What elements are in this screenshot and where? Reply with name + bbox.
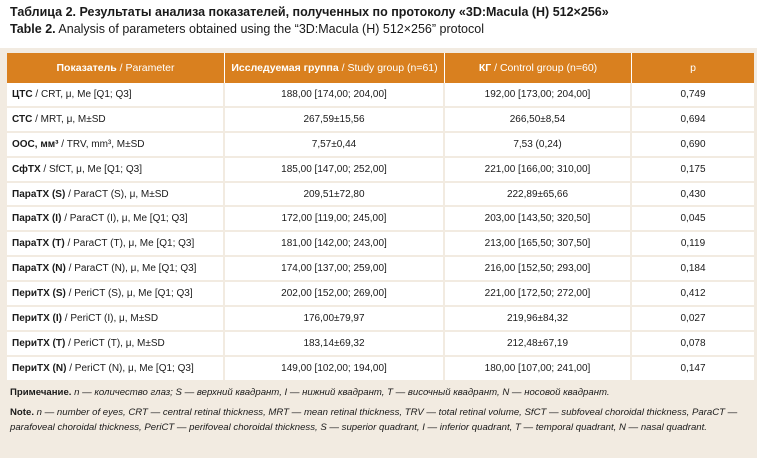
table-row	[7, 307, 754, 332]
p-value: 0,694	[632, 108, 754, 133]
header-text: / Parameter	[116, 62, 175, 74]
table-header-row	[7, 53, 754, 83]
parameter-text: / ParaCT (I), μ, Me [Q1; Q3]	[61, 213, 188, 225]
row-parameter	[7, 307, 225, 332]
control-value: 180,00 [107,00; 241,00]	[445, 357, 632, 382]
row-parameter	[7, 83, 225, 108]
note-english	[10, 405, 750, 435]
note-label: Note.	[10, 407, 34, 418]
row-parameter	[7, 133, 225, 158]
parameter-abbr: СфТХ	[12, 163, 41, 175]
parameter-abbr: ЦТС	[12, 88, 33, 100]
study-value: 181,00 [142,00; 243,00]	[225, 232, 445, 257]
table-notes	[10, 385, 750, 435]
row-parameter	[7, 158, 225, 183]
control-value: 7,53 (0,24)	[445, 133, 632, 158]
control-value: 192,00 [173,00; 204,00]	[445, 83, 632, 108]
study-value: 185,00 [147,00; 252,00]	[225, 158, 445, 183]
parameter-abbr: ПараТХ (I)	[12, 213, 62, 225]
p-value: 0,119	[632, 232, 754, 257]
header-text: / Study group (n=61)	[338, 62, 438, 74]
study-value: 209,51±72,80	[225, 183, 445, 208]
parameter-text: / PeriCT (T), μ, M±SD	[65, 337, 165, 349]
p-value: 0,175	[632, 158, 754, 183]
parameter-abbr: ПериТХ (I)	[12, 312, 62, 324]
parameter-text: / PeriCT (N), μ, Me [Q1; Q3]	[66, 362, 194, 374]
study-value: 7,57±0,44	[225, 133, 445, 158]
title-english	[10, 21, 749, 38]
parameter-text: / SfCT, μ, Me [Q1; Q3]	[40, 163, 142, 175]
header-parameter	[7, 53, 225, 83]
p-value: 0,430	[632, 183, 754, 208]
title-english-text: Analysis of parameters obtained using the “3D:Macula (H) 512×256” protocol	[55, 22, 484, 36]
study-value: 149,00 [102,00; 194,00]	[225, 357, 445, 382]
parameter-text: / CRT, μ, Me [Q1; Q3]	[32, 88, 132, 100]
p-value: 0,027	[632, 307, 754, 332]
table-row	[7, 207, 754, 232]
study-value: 172,00 [119,00; 245,00]	[225, 207, 445, 232]
header-bold: Исследуемая группа	[231, 62, 339, 74]
parameter-abbr: ООС, мм³	[12, 138, 59, 150]
parameter-text: / ParaCT (N), μ, Me [Q1; Q3]	[65, 263, 197, 275]
study-value: 174,00 [137,00; 259,00]	[225, 257, 445, 282]
parameter-abbr: ПериТХ (T)	[12, 337, 66, 349]
parameter-abbr: ПериТХ (N)	[12, 362, 67, 374]
control-value: 219,96±84,32	[445, 307, 632, 332]
note-label: Примечание.	[10, 387, 72, 398]
table-row	[7, 133, 754, 158]
header-control-group	[445, 53, 632, 83]
parameter-text: / PeriCT (S), μ, Me [Q1; Q3]	[65, 288, 193, 300]
parameter-abbr: ПериТХ (S)	[12, 288, 66, 300]
control-value: 222,89±65,66	[445, 183, 632, 208]
study-value: 188,00 [174,00; 204,00]	[225, 83, 445, 108]
parameter-abbr: ПараТХ (S)	[12, 188, 66, 200]
p-value: 0,749	[632, 83, 754, 108]
table-row	[7, 108, 754, 133]
study-value: 202,00 [152,00; 269,00]	[225, 282, 445, 307]
p-value: 0,045	[632, 207, 754, 232]
title-russian: Таблица 2. Результаты анализа показателей, полученных по протоколу «3D:Macula (H) 512×256»	[10, 5, 609, 19]
control-value: 221,00 [166,00; 310,00]	[445, 158, 632, 183]
row-parameter	[7, 282, 225, 307]
parameter-text: / TRV, mm³, M±SD	[58, 138, 145, 150]
table-caption	[0, 0, 757, 48]
table-row	[7, 357, 754, 382]
row-parameter	[7, 257, 225, 282]
p-value: 0,078	[632, 332, 754, 357]
table-row	[7, 232, 754, 257]
parameter-text: / MRT, μ, M±SD	[32, 113, 106, 125]
parameter-text: / ParaCT (S), μ, M±SD	[65, 188, 169, 200]
note-text: n — количество глаз; S — верхний квадрант, I — нижний квадрант, T — височный квадрант, N — носовой квадрант.	[71, 387, 610, 398]
row-parameter	[7, 183, 225, 208]
table-row	[7, 282, 754, 307]
header-bold: Показатель	[56, 62, 117, 74]
control-value: 266,50±8,54	[445, 108, 632, 133]
control-value: 216,00 [152,50; 293,00]	[445, 257, 632, 282]
table-row	[7, 83, 754, 108]
row-parameter	[7, 357, 225, 382]
control-value: 213,00 [165,50; 307,50]	[445, 232, 632, 257]
table-row	[7, 183, 754, 208]
header-bold: КГ	[478, 62, 492, 74]
table-row	[7, 257, 754, 282]
row-parameter	[7, 108, 225, 133]
p-value: 0,412	[632, 282, 754, 307]
control-value: 203,00 [143,50; 320,50]	[445, 207, 632, 232]
table-row	[7, 332, 754, 357]
row-parameter	[7, 332, 225, 357]
header-text: p	[690, 62, 696, 74]
p-value: 0,147	[632, 357, 754, 382]
study-value: 176,00±79,97	[225, 307, 445, 332]
p-value: 0,690	[632, 133, 754, 158]
header-text: / Control group (n=60)	[491, 62, 598, 74]
note-text: n — number of eyes, CRT — central retinal thickness, MRT — mean retinal thickness, TRV — total retinal volume, SfCT — subfoveal choroidal thickness, ParaCT — parafoveal choroidal thickness, PeriCT — perifoveal choroidal thickness, S — superior quadrant, I — inferior quadrant, T — temporal quadrant, N — nasal quadrant.	[10, 407, 738, 433]
parameter-abbr: ПараТХ (N)	[12, 263, 66, 275]
control-value: 212,48±67,19	[445, 332, 632, 357]
table-row	[7, 158, 754, 183]
header-p-value	[632, 53, 754, 83]
note-russian	[10, 385, 750, 400]
p-value: 0,184	[632, 257, 754, 282]
results-table	[7, 53, 754, 382]
study-value: 267,59±15,56	[225, 108, 445, 133]
study-value: 183,14±69,32	[225, 332, 445, 357]
row-parameter	[7, 232, 225, 257]
parameter-text: / PeriCT (I), μ, M±SD	[62, 312, 159, 324]
header-study-group	[225, 53, 445, 83]
control-value: 221,00 [172,50; 272,00]	[445, 282, 632, 307]
title-english-prefix: Table 2.	[10, 22, 56, 36]
row-parameter	[7, 207, 225, 232]
parameter-abbr: СТС	[12, 113, 33, 125]
parameter-abbr: ПараТХ (T)	[12, 238, 65, 250]
parameter-text: / ParaCT (T), μ, Me [Q1; Q3]	[64, 238, 195, 250]
